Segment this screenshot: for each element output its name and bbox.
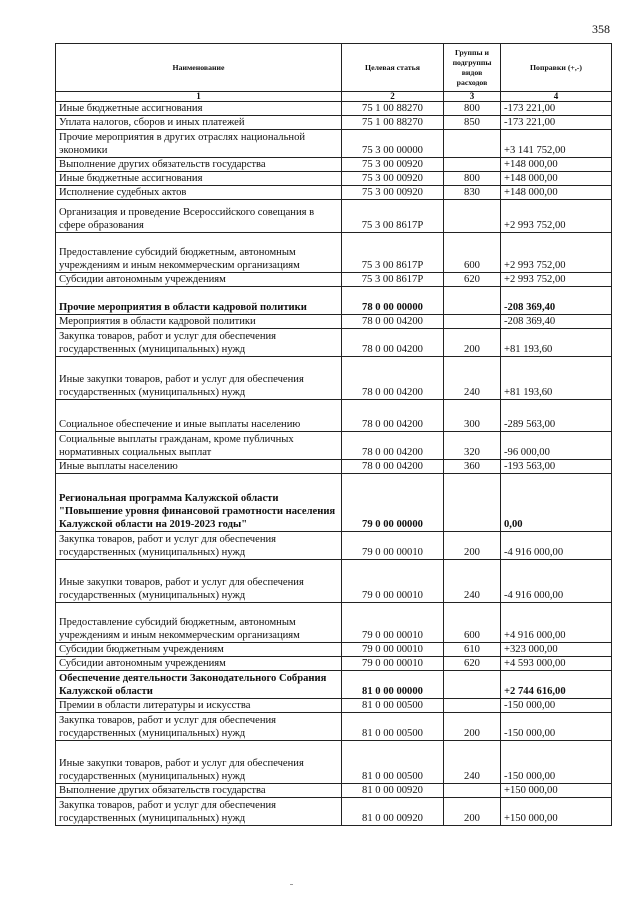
row-name: Иные бюджетные ассигнования (56, 102, 342, 116)
row-expense-group: 800 (444, 102, 501, 116)
table-row (56, 560, 612, 603)
row-name: Закупка товаров, работ и услуг для обеспечения государственных (муниципальных) нужд (56, 532, 342, 560)
row-expense-group: 620 (444, 273, 501, 287)
row-target-article: 75 3 00 00920 (342, 186, 444, 200)
row-amendment: -150 000,00 (501, 713, 612, 741)
row-target-article: 78 0 00 04200 (342, 432, 444, 460)
table-row (56, 603, 612, 643)
row-expense-group (444, 671, 501, 699)
row-name: Субсидии бюджетным учреждениям (56, 643, 342, 657)
row-target-article: 78 0 00 04200 (342, 329, 444, 357)
row-amendment: +4 593 000,00 (501, 657, 612, 671)
table-row (56, 102, 612, 116)
row-name: Исполнение судебных актов (56, 186, 342, 200)
table-row (56, 474, 612, 532)
table-row (56, 287, 612, 315)
table-row (56, 798, 612, 826)
row-expense-group: 240 (444, 741, 501, 784)
page-number: 358 (592, 22, 610, 36)
table-row (56, 713, 612, 741)
column-number: 4 (501, 92, 612, 102)
row-name: Предоставление субсидий бюджетным, автономным учреждениям и иным некоммерческим организациям (56, 603, 342, 643)
row-target-article: 75 1 00 88270 (342, 116, 444, 130)
row-expense-group: 620 (444, 657, 501, 671)
table-row (56, 186, 612, 200)
row-expense-group: 240 (444, 357, 501, 400)
table-row (56, 130, 612, 158)
row-target-article: 81 0 00 00500 (342, 699, 444, 713)
row-amendment: -173 221,00 (501, 116, 612, 130)
table-row (56, 460, 612, 474)
row-name: Закупка товаров, работ и услуг для обеспечения государственных (муниципальных) нужд (56, 713, 342, 741)
row-target-article: 75 3 00 8617Р (342, 200, 444, 233)
row-name: Социальное обеспечение и иные выплаты населению (56, 400, 342, 432)
column-number: 1 (56, 92, 342, 102)
row-expense-group: 200 (444, 532, 501, 560)
row-name: Иные бюджетные ассигнования (56, 172, 342, 186)
row-amendment: +81 193,60 (501, 329, 612, 357)
row-name: Социальные выплаты гражданам, кроме публичных нормативных социальных выплат (56, 432, 342, 460)
row-expense-group: 830 (444, 186, 501, 200)
table-row (56, 200, 612, 233)
header-amount: Поправки (+,-) (501, 44, 612, 92)
row-target-article: 79 0 00 00010 (342, 643, 444, 657)
row-name: Региональная программа Калужской области "Повышение уровня финансовой грамотности населения Калужской области на 2019-2023 годы" (56, 474, 342, 532)
row-amendment: -4 916 000,00 (501, 560, 612, 603)
row-expense-group (444, 474, 501, 532)
table-row (56, 784, 612, 798)
row-name: Иные закупки товаров, работ и услуг для обеспечения государственных (муниципальных) нужд (56, 357, 342, 400)
row-name: Прочие мероприятия в других отраслях национальной экономики (56, 130, 342, 158)
header-group: Группы и подгруппы видов расходов (444, 44, 501, 92)
row-target-article: 79 0 00 00010 (342, 603, 444, 643)
row-amendment: +2 993 752,00 (501, 200, 612, 233)
row-target-article: 79 0 00 00010 (342, 532, 444, 560)
row-name: Обеспечение деятельности Законодательного Собрания Калужской области (56, 671, 342, 699)
row-amendment: +150 000,00 (501, 798, 612, 826)
row-target-article: 78 0 00 04200 (342, 315, 444, 329)
row-expense-group (444, 784, 501, 798)
row-target-article: 81 0 00 00920 (342, 798, 444, 826)
row-amendment: -208 369,40 (501, 287, 612, 315)
row-name: Субсидии автономным учреждениям (56, 657, 342, 671)
header-name: Наименование (56, 44, 342, 92)
row-amendment: +323 000,00 (501, 643, 612, 657)
row-amendment: +3 141 752,00 (501, 130, 612, 158)
row-expense-group (444, 287, 501, 315)
table-row (56, 315, 612, 329)
row-target-article: 81 0 00 00500 (342, 713, 444, 741)
row-target-article: 78 0 00 04200 (342, 400, 444, 432)
row-expense-group (444, 200, 501, 233)
column-number-row (56, 92, 612, 102)
table-row (56, 158, 612, 172)
table-row (56, 116, 612, 130)
row-target-article: 75 3 00 8617Р (342, 273, 444, 287)
table-header-row (56, 44, 612, 92)
row-name: Мероприятия в области кадровой политики (56, 315, 342, 329)
table-row (56, 432, 612, 460)
row-amendment: -208 369,40 (501, 315, 612, 329)
row-name: Закупка товаров, работ и услуг для обеспечения государственных (муниципальных) нужд (56, 798, 342, 826)
row-expense-group (444, 315, 501, 329)
table-row (56, 172, 612, 186)
row-expense-group: 850 (444, 116, 501, 130)
row-expense-group (444, 130, 501, 158)
row-name: Организация и проведение Всероссийского совещания в сфере образования (56, 200, 342, 233)
row-amendment: 0,00 (501, 474, 612, 532)
row-amendment: -289 563,00 (501, 400, 612, 432)
row-target-article: 75 3 00 00000 (342, 130, 444, 158)
row-target-article: 75 3 00 00920 (342, 158, 444, 172)
row-amendment: +4 916 000,00 (501, 603, 612, 643)
row-amendment: +81 193,60 (501, 357, 612, 400)
row-expense-group: 320 (444, 432, 501, 460)
row-name: Выполнение других обязательств государства (56, 784, 342, 798)
row-expense-group: 200 (444, 329, 501, 357)
table-row (56, 233, 612, 273)
row-amendment: +2 993 752,00 (501, 273, 612, 287)
row-target-article: 75 3 00 8617Р (342, 233, 444, 273)
row-target-article: 75 1 00 88270 (342, 102, 444, 116)
row-name: Уплата налогов, сборов и иных платежей (56, 116, 342, 130)
column-number: 3 (444, 92, 501, 102)
row-expense-group: 240 (444, 560, 501, 603)
column-number: 2 (342, 92, 444, 102)
row-name: Премии в области литературы и искусства (56, 699, 342, 713)
row-target-article: 79 0 00 00010 (342, 560, 444, 603)
row-target-article: 78 0 00 04200 (342, 357, 444, 400)
row-amendment: +2 993 752,00 (501, 233, 612, 273)
row-target-article: 81 0 00 00500 (342, 741, 444, 784)
row-expense-group: 200 (444, 798, 501, 826)
row-name: Иные закупки товаров, работ и услуг для обеспечения государственных (муниципальных) нужд (56, 560, 342, 603)
table-row (56, 657, 612, 671)
table-row (56, 671, 612, 699)
row-target-article: 78 0 00 00000 (342, 287, 444, 315)
row-expense-group: 800 (444, 172, 501, 186)
row-amendment: +150 000,00 (501, 784, 612, 798)
row-expense-group: 600 (444, 233, 501, 273)
row-expense-group: 600 (444, 603, 501, 643)
row-name: Субсидии автономным учреждениям (56, 273, 342, 287)
row-target-article: 78 0 00 04200 (342, 460, 444, 474)
row-name: Прочие мероприятия в области кадровой политики (56, 287, 342, 315)
row-name: Закупка товаров, работ и услуг для обеспечения государственных (муниципальных) нужд (56, 329, 342, 357)
row-expense-group: 200 (444, 713, 501, 741)
row-target-article: 79 0 00 00010 (342, 657, 444, 671)
table-row (56, 329, 612, 357)
row-expense-group (444, 158, 501, 172)
header-code: Целевая статья (342, 44, 444, 92)
table-row (56, 699, 612, 713)
row-target-article: 81 0 00 00920 (342, 784, 444, 798)
row-amendment: -4 916 000,00 (501, 532, 612, 560)
row-amendment: +2 744 616,00 (501, 671, 612, 699)
row-amendment: +148 000,00 (501, 186, 612, 200)
table-row (56, 643, 612, 657)
row-expense-group: 610 (444, 643, 501, 657)
row-amendment: -150 000,00 (501, 741, 612, 784)
table-row (56, 741, 612, 784)
table-row (56, 357, 612, 400)
row-amendment: +148 000,00 (501, 172, 612, 186)
row-name: Иные закупки товаров, работ и услуг для обеспечения государственных (муниципальных) нужд (56, 741, 342, 784)
budget-amendments-table (55, 43, 612, 826)
row-name: Выполнение других обязательств государства (56, 158, 342, 172)
row-name: Иные выплаты населению (56, 460, 342, 474)
row-amendment: +148 000,00 (501, 158, 612, 172)
table-row (56, 273, 612, 287)
row-expense-group: 300 (444, 400, 501, 432)
row-target-article: 81 0 00 00000 (342, 671, 444, 699)
row-expense-group: 360 (444, 460, 501, 474)
row-name: Предоставление субсидий бюджетным, автономным учреждениям и иным некоммерческим организациям (56, 233, 342, 273)
table-row (56, 400, 612, 432)
row-target-article: 79 0 00 00000 (342, 474, 444, 532)
scan-speck (290, 884, 293, 885)
row-amendment: -96 000,00 (501, 432, 612, 460)
row-amendment: -150 000,00 (501, 699, 612, 713)
table-row (56, 532, 612, 560)
row-amendment: -173 221,00 (501, 102, 612, 116)
row-amendment: -193 563,00 (501, 460, 612, 474)
row-target-article: 75 3 00 00920 (342, 172, 444, 186)
row-expense-group (444, 699, 501, 713)
